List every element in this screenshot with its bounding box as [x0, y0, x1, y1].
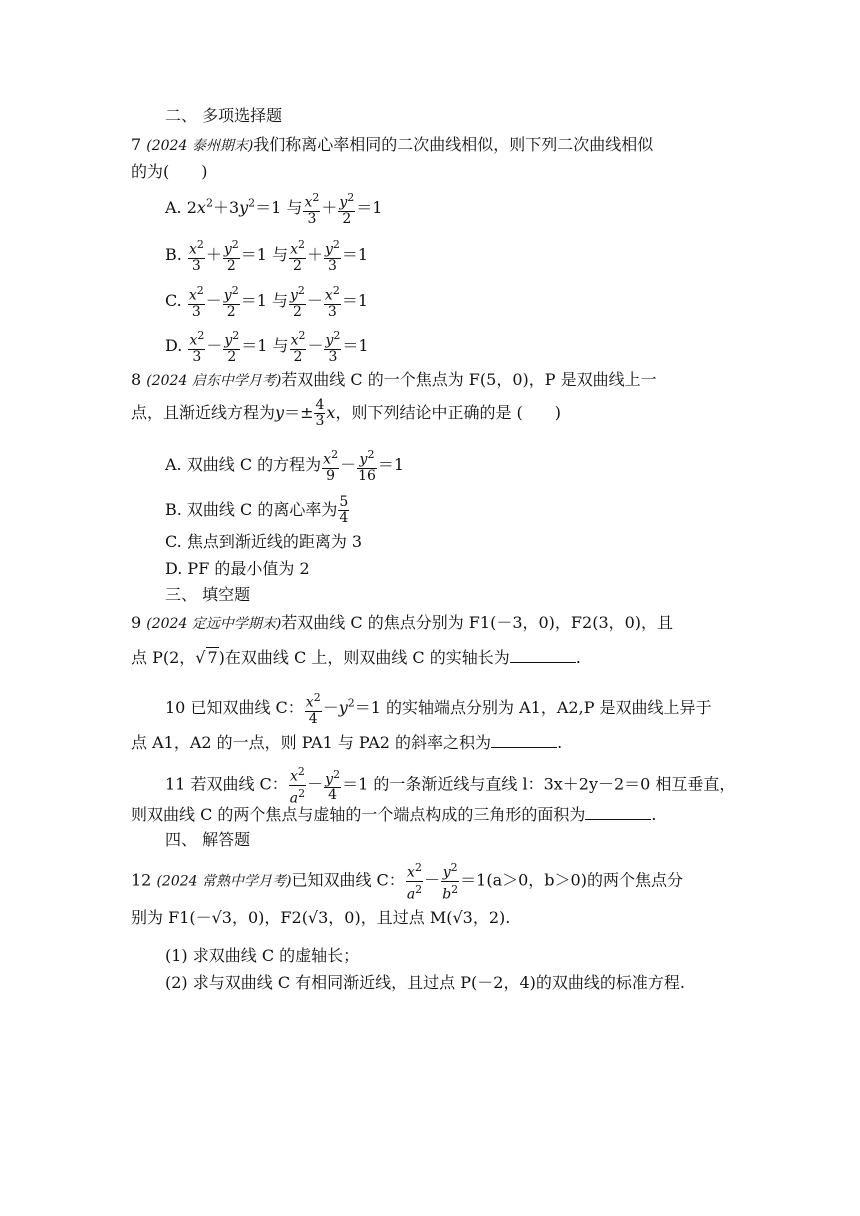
question-source: (2024 泰州期末) — [146, 138, 254, 154]
question-12-stem-line1: 12 (2024 常熟中学月考)已知双曲线 C： $\frac{x^2}{a^2}$ － $\frac{y^2}{b^2}$ ＝1(a＞0，b＞0)的两个焦点分 — [131, 861, 683, 903]
question-9-stem-line1 — [131, 613, 673, 634]
question-text: 若双曲线 C 的焦点分别为 F1(－3，0)，F2(3，0)，且 — [281, 613, 674, 632]
question-10-stem-line1: 10 已知双曲线 C： $\frac{x^2}{4}$ $-y^2=1$ 的实轴端点分别为 A1，A2,P 是双曲线上异于 — [165, 691, 712, 727]
question-12-stem-line2: 别为 F1(－√3，0)，F2(√3，0)，且过点 M(√3，2). — [131, 908, 511, 927]
question-8-stem-line1 — [131, 370, 657, 391]
question-7-option-a: A. $2x^2+3y^2=1$ 与 $\frac{x^2}{3}$ ＋ $\frac{y^2}{2}$ ＝1 — [165, 191, 383, 227]
question-7-stem-line1 — [131, 135, 653, 156]
question-8-option-c: C. 焦点到渐近线的距离为 3 — [165, 532, 363, 551]
question-10-stem-line2: 点 A1，A2 的一点，则 PA1 与 PA2 的斜率之积为 . — [131, 733, 563, 752]
question-11-stem-line2: 则双曲线 C 的两个焦点与虚轴的一个端点构成的三角形的面积为 . — [131, 805, 657, 824]
answer-blank[interactable] — [491, 731, 557, 748]
question-8-option-b: B. 双曲线 C 的离心率为 $\frac{5}{4}$ — [165, 494, 349, 526]
section-heading-multiple-choice: 二、 多项选择题 — [165, 106, 283, 125]
section-heading-answer: 四、 解答题 — [165, 830, 251, 849]
section-heading-fill-in: 三、 填空题 — [165, 585, 251, 604]
question-8-option-d: D. PF 的最小值为 2 — [165, 559, 310, 578]
answer-blank[interactable] — [585, 803, 651, 820]
question-8-stem-line2: 点，且渐近线方程为y＝± $\frac{4}{3}$ x，则下列结论中正确的是 ( ) — [131, 397, 562, 429]
question-9-stem-line2: 点 P(2，√ 7)在双曲线 C 上，则双曲线 C 的实轴长为 . — [131, 648, 581, 667]
question-source: (2024 启东中学月考) — [146, 373, 282, 389]
question-number: 8 — [131, 370, 142, 389]
question-source: (2024 定远中学期末) — [146, 616, 282, 632]
question-number: 11 — [165, 774, 186, 794]
question-number: 10 — [165, 697, 186, 717]
answer-blank[interactable] — [510, 646, 576, 663]
question-12-part-2: (2) 求与双曲线 C 有相同渐近线，且过点 P(－2，4)的双曲线的标准方程. — [165, 973, 685, 992]
question-11-stem-line1: 11 若双曲线 C： $\frac{x^2}{a^2}$ － $\frac{y^2}{4}$ ＝1 的一条渐近线与直线 l：3x＋2y－2＝0 相互垂直， — [165, 765, 736, 807]
question-number: 9 — [131, 613, 142, 632]
question-7-option-c: C. $\frac{x^2}{3}$ － $\frac{y^2}{2}$ ＝1 与 $\frac{y^2}{2}$ － $\frac{x^2}{3}$ ＝1 — [165, 284, 368, 320]
question-text: 若双曲线 C 的一个焦点为 F(5，0)，P 是双曲线上一 — [281, 370, 657, 389]
question-number: 12 — [131, 870, 152, 890]
question-7-stem-line2: 的为( ) — [131, 162, 208, 181]
question-7-option-b: B. $\frac{x^2}{3}$ ＋ $\frac{y^2}{2}$ ＝1 与 $\frac{x^2}{2}$ ＋ $\frac{y^2}{3}$ ＝1 — [165, 238, 369, 274]
question-12-part-1: (1) 求双曲线 C 的虚轴长； — [165, 946, 360, 965]
question-text: 我们称离心率相同的二次曲线相似，则下列二次曲线相似 — [253, 135, 654, 154]
question-8-option-a: A. 双曲线 C 的方程为 $\frac{x^2}{9}$ － $\frac{y^2}{16}$ ＝1 — [165, 448, 405, 484]
question-source: (2024 常熟中学月考) — [156, 873, 292, 890]
question-number: 7 — [131, 135, 142, 154]
question-7-option-d: D. $\frac{x^2}{3}$ － $\frac{y^2}{2}$ ＝1 与 $\frac{x^2}{2}$ － $\frac{y^2}{3}$ ＝1 — [165, 329, 369, 365]
